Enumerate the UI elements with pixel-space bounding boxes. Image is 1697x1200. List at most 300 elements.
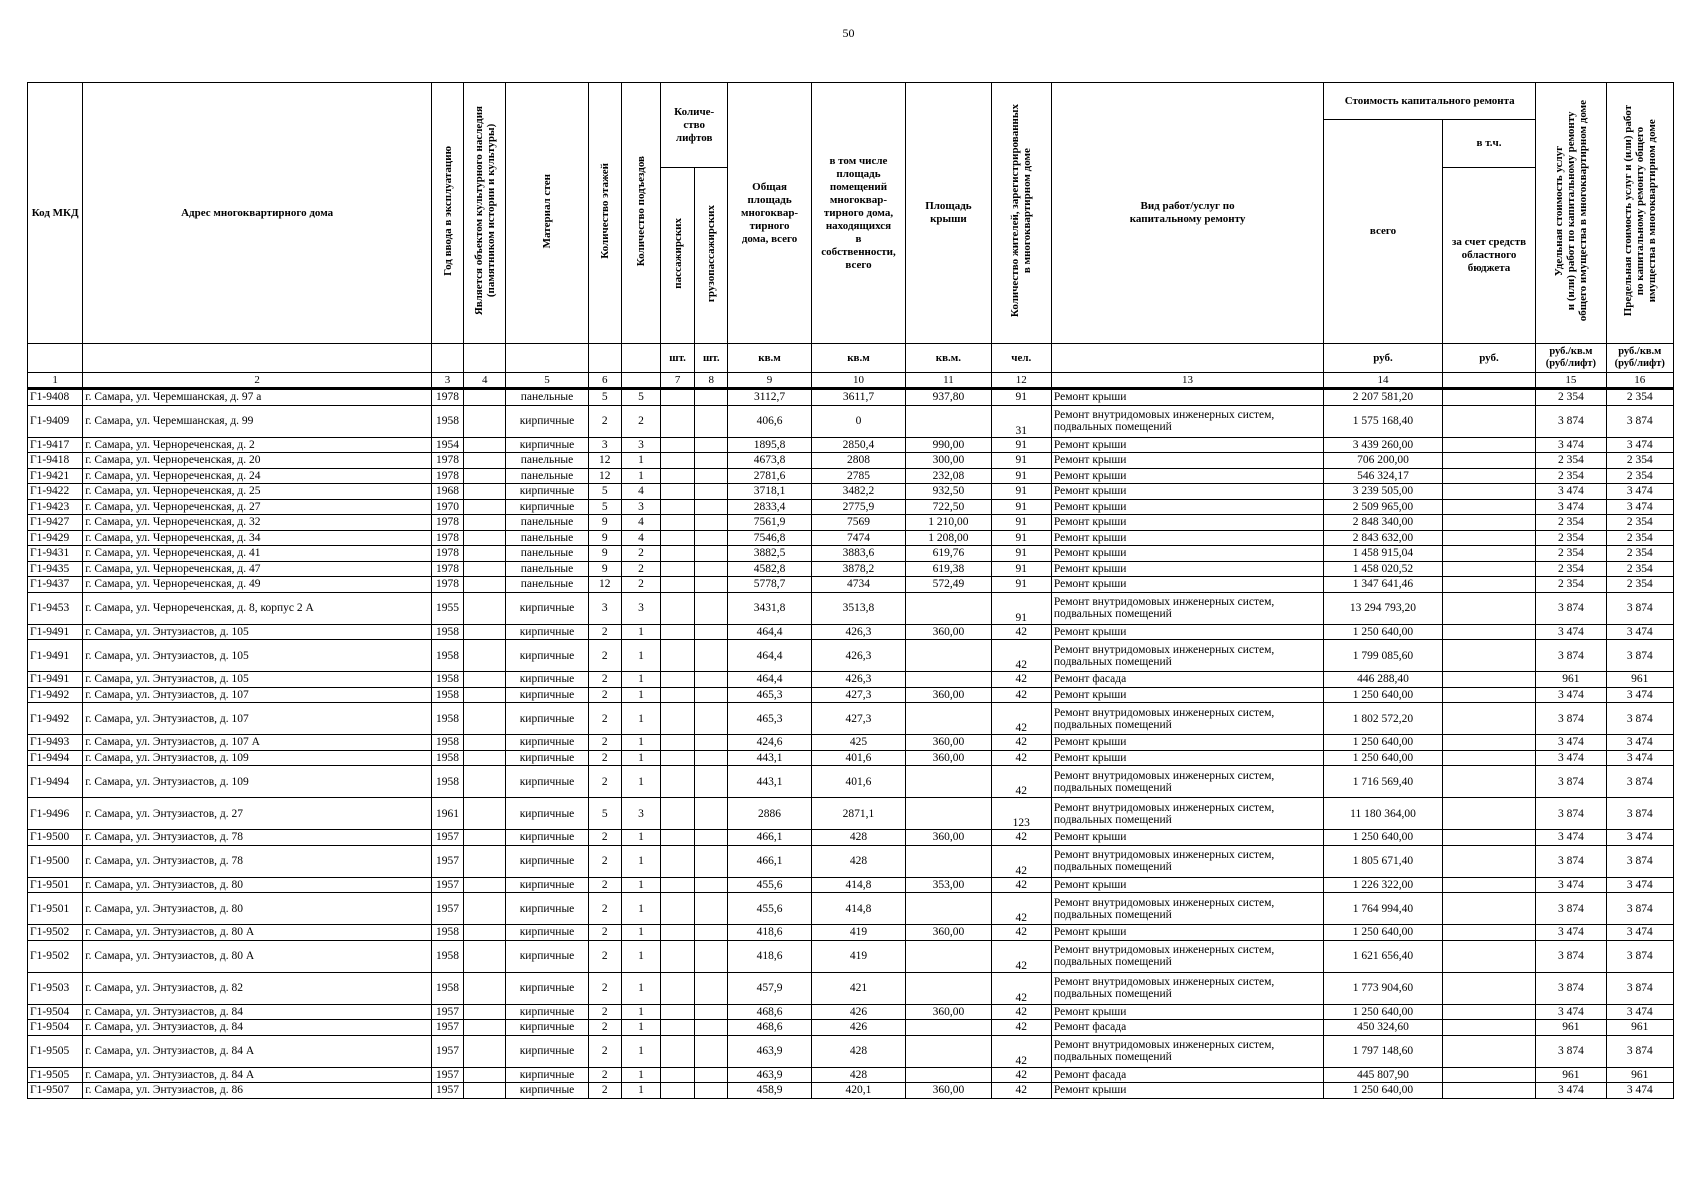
column-number: 14 bbox=[1324, 373, 1443, 389]
cell-unit-cost: 3 474 bbox=[1536, 735, 1606, 751]
cell-floors: 12 bbox=[588, 468, 621, 484]
cell-residents: 42 bbox=[991, 766, 1051, 798]
cell-year: 1957 bbox=[431, 1083, 463, 1099]
table-row bbox=[28, 1020, 1674, 1036]
cell-max-cost: 3 874 bbox=[1606, 703, 1673, 735]
cell-entrances: 1 bbox=[621, 845, 660, 877]
cell-cost-total: 1 226 322,00 bbox=[1324, 877, 1443, 893]
cell-lifts-passenger bbox=[661, 1020, 695, 1036]
cell-unit-cost: 3 874 bbox=[1536, 640, 1606, 672]
cell-work-type: Ремонт крыши bbox=[1051, 515, 1323, 531]
cell-unit-cost: 3 874 bbox=[1536, 798, 1606, 830]
column-number: 16 bbox=[1606, 373, 1673, 389]
cell-cost-total: 1 250 640,00 bbox=[1324, 687, 1443, 703]
cell-max-cost: 3 474 bbox=[1606, 624, 1673, 640]
cell-address: г. Самара, ул. Чернореченская, д. 27 bbox=[83, 499, 432, 515]
cell-material: кирпичные bbox=[506, 499, 588, 515]
cell-cost-total: 11 180 364,00 bbox=[1324, 798, 1443, 830]
cell-roof-area: 937,80 bbox=[906, 389, 991, 406]
cell-entrances: 1 bbox=[621, 750, 660, 766]
cell-lifts-passenger bbox=[661, 484, 695, 500]
cell-material: панельные bbox=[506, 389, 588, 406]
table-row bbox=[28, 972, 1674, 1004]
cell-work-type: Ремонт внутридомовых инженерных систем, подвальных помещений bbox=[1051, 405, 1323, 437]
cell-lifts-passenger bbox=[661, 405, 695, 437]
cell-lifts-cargo bbox=[695, 515, 728, 531]
cell-owned-area: 426,3 bbox=[811, 672, 905, 688]
cell-roof-area: 619,38 bbox=[906, 561, 991, 577]
cell-material: кирпичные bbox=[506, 735, 588, 751]
cell-roof-area: 990,00 bbox=[906, 437, 991, 453]
cell-residents: 91 bbox=[991, 515, 1051, 531]
cell-lifts-cargo bbox=[695, 530, 728, 546]
cell-total-area: 2886 bbox=[728, 798, 811, 830]
cell-owned-area: 4734 bbox=[811, 577, 905, 593]
cell-roof-area bbox=[906, 766, 991, 798]
table-row bbox=[28, 515, 1674, 531]
cell-heritage bbox=[464, 1020, 506, 1036]
cell-residents: 91 bbox=[991, 484, 1051, 500]
table-row bbox=[28, 940, 1674, 972]
header-cost-total: всего bbox=[1324, 120, 1443, 344]
cell-address: г. Самара, ул. Чернореченская, д. 49 bbox=[83, 577, 432, 593]
cell-code: Г1-9491 bbox=[28, 640, 83, 672]
cell-address: г. Самара, ул. Чернореченская, д. 25 bbox=[83, 484, 432, 500]
cell-max-cost: 2 354 bbox=[1606, 453, 1673, 469]
cell-total-area: 3112,7 bbox=[728, 389, 811, 406]
cell-year: 1978 bbox=[431, 468, 463, 484]
cell-owned-area: 2808 bbox=[811, 453, 905, 469]
cell-material: кирпичные bbox=[506, 877, 588, 893]
cell-cost-regional bbox=[1442, 530, 1535, 546]
cell-cost-regional bbox=[1442, 405, 1535, 437]
cell-work-type: Ремонт крыши bbox=[1051, 1004, 1323, 1020]
cell-work-type: Ремонт крыши bbox=[1051, 561, 1323, 577]
cell-material: кирпичные bbox=[506, 624, 588, 640]
cell-entrances: 1 bbox=[621, 877, 660, 893]
cell-work-type: Ремонт крыши bbox=[1051, 546, 1323, 562]
cell-entrances: 1 bbox=[621, 1020, 660, 1036]
cell-cost-total: 1 799 085,60 bbox=[1324, 640, 1443, 672]
cell-unit-cost: 3 474 bbox=[1536, 750, 1606, 766]
cell-cost-regional bbox=[1442, 577, 1535, 593]
column-number: 10 bbox=[811, 373, 905, 389]
cell-cost-total: 2 509 965,00 bbox=[1324, 499, 1443, 515]
cell-cost-total: 446 288,40 bbox=[1324, 672, 1443, 688]
cell-lifts-cargo bbox=[695, 925, 728, 941]
cell-heritage bbox=[464, 515, 506, 531]
cell-total-area: 424,6 bbox=[728, 735, 811, 751]
cell-floors: 2 bbox=[588, 703, 621, 735]
cell-entrances: 4 bbox=[621, 530, 660, 546]
cell-material: панельные bbox=[506, 530, 588, 546]
cell-total-area: 1895,8 bbox=[728, 437, 811, 453]
cell-lifts-cargo bbox=[695, 453, 728, 469]
cell-floors: 2 bbox=[588, 1004, 621, 1020]
cell-total-area: 458,9 bbox=[728, 1083, 811, 1099]
cell-cost-regional bbox=[1442, 1020, 1535, 1036]
table-row bbox=[28, 453, 1674, 469]
cell-roof-area: 360,00 bbox=[906, 830, 991, 846]
cell-unit-cost: 3 474 bbox=[1536, 687, 1606, 703]
cell-cost-regional bbox=[1442, 484, 1535, 500]
cell-total-area: 465,3 bbox=[728, 687, 811, 703]
cell-lifts-passenger bbox=[661, 530, 695, 546]
cell-work-type: Ремонт крыши bbox=[1051, 530, 1323, 546]
column-number: 2 bbox=[83, 373, 432, 389]
cell-owned-area: 3883,6 bbox=[811, 546, 905, 562]
cell-work-type: Ремонт внутридомовых инженерных систем, подвальных помещений bbox=[1051, 798, 1323, 830]
cell-roof-area bbox=[906, 972, 991, 1004]
cell-work-type: Ремонт крыши bbox=[1051, 830, 1323, 846]
cell-cost-total: 13 294 793,20 bbox=[1324, 592, 1443, 624]
cell-lifts-cargo bbox=[695, 1083, 728, 1099]
cell-year: 1957 bbox=[431, 830, 463, 846]
cell-entrances: 3 bbox=[621, 798, 660, 830]
cell-floors: 2 bbox=[588, 830, 621, 846]
cell-heritage bbox=[464, 845, 506, 877]
cell-code: Г1-9491 bbox=[28, 624, 83, 640]
cell-heritage bbox=[464, 453, 506, 469]
cell-total-area: 418,6 bbox=[728, 925, 811, 941]
cell-lifts-passenger bbox=[661, 1083, 695, 1099]
header-cost: Стоимость капитального ремонта bbox=[1324, 83, 1536, 120]
cell-lifts-cargo bbox=[695, 405, 728, 437]
cell-lifts-passenger bbox=[661, 830, 695, 846]
cell-address: г. Самара, ул. Чернореченская, д. 47 bbox=[83, 561, 432, 577]
cell-owned-area: 401,6 bbox=[811, 750, 905, 766]
cell-code: Г1-9431 bbox=[28, 546, 83, 562]
unit-rate: руб./кв.м (руб/лифт) bbox=[1536, 344, 1606, 373]
cell-owned-area: 2850,4 bbox=[811, 437, 905, 453]
cell-residents: 42 bbox=[991, 972, 1051, 1004]
cell-cost-regional bbox=[1442, 766, 1535, 798]
header-year: Год ввода в эксплуатацию bbox=[431, 83, 463, 344]
cell-unit-cost: 3 474 bbox=[1536, 925, 1606, 941]
cell-total-area: 468,6 bbox=[728, 1004, 811, 1020]
cell-total-area: 2781,6 bbox=[728, 468, 811, 484]
cell-address: г. Самара, ул. Энтузиастов, д. 84 bbox=[83, 1004, 432, 1020]
cell-floors: 2 bbox=[588, 940, 621, 972]
cell-year: 1958 bbox=[431, 766, 463, 798]
cell-unit-cost: 2 354 bbox=[1536, 389, 1606, 406]
cell-cost-total: 1 716 569,40 bbox=[1324, 766, 1443, 798]
cell-cost-regional bbox=[1442, 453, 1535, 469]
cell-floors: 5 bbox=[588, 798, 621, 830]
cell-residents: 91 bbox=[991, 546, 1051, 562]
cell-year: 1978 bbox=[431, 389, 463, 406]
cell-owned-area: 3878,2 bbox=[811, 561, 905, 577]
cell-max-cost: 3 474 bbox=[1606, 877, 1673, 893]
cell-max-cost: 3 474 bbox=[1606, 735, 1673, 751]
table-row bbox=[28, 437, 1674, 453]
cell-material: кирпичные bbox=[506, 672, 588, 688]
cell-address: г. Самара, ул. Энтузиастов, д. 27 bbox=[83, 798, 432, 830]
cell-cost-total: 445 807,90 bbox=[1324, 1067, 1443, 1083]
cell-lifts-cargo bbox=[695, 972, 728, 1004]
cell-floors: 2 bbox=[588, 1020, 621, 1036]
cell-residents: 42 bbox=[991, 845, 1051, 877]
cell-total-area: 455,6 bbox=[728, 893, 811, 925]
cell-work-type: Ремонт крыши bbox=[1051, 468, 1323, 484]
cell-residents: 31 bbox=[991, 405, 1051, 437]
cell-floors: 2 bbox=[588, 750, 621, 766]
cell-owned-area: 426 bbox=[811, 1004, 905, 1020]
cell-max-cost: 3 474 bbox=[1606, 437, 1673, 453]
cell-residents: 91 bbox=[991, 499, 1051, 515]
cell-material: кирпичные bbox=[506, 798, 588, 830]
cell-lifts-cargo bbox=[695, 845, 728, 877]
cell-max-cost: 3 874 bbox=[1606, 405, 1673, 437]
cell-owned-area: 428 bbox=[811, 830, 905, 846]
cell-unit-cost: 2 354 bbox=[1536, 577, 1606, 593]
cell-lifts-cargo bbox=[695, 672, 728, 688]
cell-cost-regional bbox=[1442, 624, 1535, 640]
cell-floors: 2 bbox=[588, 766, 621, 798]
cell-work-type: Ремонт фасада bbox=[1051, 1020, 1323, 1036]
cell-total-area: 455,6 bbox=[728, 877, 811, 893]
cell-entrances: 1 bbox=[621, 703, 660, 735]
cell-code: Г1-9423 bbox=[28, 499, 83, 515]
cell-cost-total: 450 324,60 bbox=[1324, 1020, 1443, 1036]
cell-address: г. Самара, ул. Энтузиастов, д. 84 А bbox=[83, 1067, 432, 1083]
table-row bbox=[28, 1035, 1674, 1067]
cell-heritage bbox=[464, 484, 506, 500]
cell-work-type: Ремонт крыши bbox=[1051, 484, 1323, 500]
cell-entrances: 1 bbox=[621, 1004, 660, 1020]
unit-sqm: кв.м. bbox=[906, 344, 991, 373]
cell-roof-area: 1 210,00 bbox=[906, 515, 991, 531]
cell-max-cost: 2 354 bbox=[1606, 546, 1673, 562]
table-row bbox=[28, 703, 1674, 735]
cell-floors: 5 bbox=[588, 389, 621, 406]
cell-work-type: Ремонт внутридомовых инженерных систем, подвальных помещений bbox=[1051, 972, 1323, 1004]
cell-year: 1958 bbox=[431, 703, 463, 735]
cell-code: Г1-9491 bbox=[28, 672, 83, 688]
cell-owned-area: 419 bbox=[811, 940, 905, 972]
cell-residents: 42 bbox=[991, 1083, 1051, 1099]
cell-owned-area: 0 bbox=[811, 405, 905, 437]
cell-owned-area: 2785 bbox=[811, 468, 905, 484]
cell-residents: 42 bbox=[991, 925, 1051, 941]
cell-roof-area: 722,50 bbox=[906, 499, 991, 515]
cell-floors: 5 bbox=[588, 484, 621, 500]
cell-address: г. Самара, ул. Энтузиастов, д. 80 А bbox=[83, 925, 432, 941]
cell-floors: 2 bbox=[588, 640, 621, 672]
cell-residents: 42 bbox=[991, 624, 1051, 640]
cell-material: кирпичные bbox=[506, 893, 588, 925]
column-number: 8 bbox=[695, 373, 728, 389]
cell-max-cost: 2 354 bbox=[1606, 468, 1673, 484]
cell-owned-area: 7569 bbox=[811, 515, 905, 531]
cell-lifts-cargo bbox=[695, 893, 728, 925]
cell-year: 1978 bbox=[431, 453, 463, 469]
cell-unit-cost: 2 354 bbox=[1536, 561, 1606, 577]
cell-total-area: 457,9 bbox=[728, 972, 811, 1004]
cell-work-type: Ремонт фасада bbox=[1051, 1067, 1323, 1083]
table-header bbox=[28, 83, 1674, 389]
cell-address: г. Самара, ул. Энтузиастов, д. 82 bbox=[83, 972, 432, 1004]
cell-code: Г1-9496 bbox=[28, 798, 83, 830]
cell-year: 1957 bbox=[431, 877, 463, 893]
cell-work-type: Ремонт внутридомовых инженерных систем, подвальных помещений bbox=[1051, 703, 1323, 735]
cell-max-cost: 3 474 bbox=[1606, 484, 1673, 500]
column-number bbox=[621, 373, 660, 389]
cell-cost-total: 2 843 632,00 bbox=[1324, 530, 1443, 546]
cell-cost-regional bbox=[1442, 672, 1535, 688]
cell-unit-cost: 961 bbox=[1536, 1067, 1606, 1083]
cell-cost-regional bbox=[1442, 703, 1535, 735]
cell-code: Г1-9427 bbox=[28, 515, 83, 531]
cell-total-area: 463,9 bbox=[728, 1035, 811, 1067]
cell-code: Г1-9504 bbox=[28, 1020, 83, 1036]
cell-cost-total: 1 347 641,46 bbox=[1324, 577, 1443, 593]
cell-total-area: 464,4 bbox=[728, 624, 811, 640]
cell-floors: 9 bbox=[588, 530, 621, 546]
cell-roof-area: 232,08 bbox=[906, 468, 991, 484]
cell-lifts-cargo bbox=[695, 499, 728, 515]
cell-cost-regional bbox=[1442, 468, 1535, 484]
cell-code: Г1-9503 bbox=[28, 972, 83, 1004]
cell-work-type: Ремонт внутридомовых инженерных систем, подвальных помещений bbox=[1051, 766, 1323, 798]
cell-roof-area: 360,00 bbox=[906, 925, 991, 941]
cell-material: кирпичные bbox=[506, 750, 588, 766]
cell-total-area: 4673,8 bbox=[728, 453, 811, 469]
column-number: 1 bbox=[28, 373, 83, 389]
cell-year: 1970 bbox=[431, 499, 463, 515]
cell-entrances: 1 bbox=[621, 940, 660, 972]
cell-lifts-cargo bbox=[695, 561, 728, 577]
cell-floors: 2 bbox=[588, 735, 621, 751]
cell-lifts-passenger bbox=[661, 499, 695, 515]
cell-heritage bbox=[464, 972, 506, 1004]
cell-entrances: 1 bbox=[621, 972, 660, 1004]
cell-unit-cost: 3 874 bbox=[1536, 972, 1606, 1004]
cell-work-type: Ремонт фасада bbox=[1051, 672, 1323, 688]
cell-total-area: 464,4 bbox=[728, 672, 811, 688]
cell-cost-regional bbox=[1442, 1067, 1535, 1083]
cell-heritage bbox=[464, 687, 506, 703]
header-owned-area: в том числе площадь помещений многоквар- тирного дома, находящихся в собственности, всего bbox=[811, 83, 905, 344]
cell-lifts-passenger bbox=[661, 468, 695, 484]
unit-rate: руб./кв.м (руб/лифт) bbox=[1606, 344, 1673, 373]
cell-lifts-passenger bbox=[661, 750, 695, 766]
table-row bbox=[28, 530, 1674, 546]
cell-code: Г1-9501 bbox=[28, 877, 83, 893]
cell-total-area: 466,1 bbox=[728, 845, 811, 877]
cell-address: г. Самара, ул. Энтузиастов, д. 80 bbox=[83, 877, 432, 893]
cell-address: г. Самара, ул. Чернореченская, д. 24 bbox=[83, 468, 432, 484]
cell-address: г. Самара, ул. Энтузиастов, д. 86 bbox=[83, 1083, 432, 1099]
cell-max-cost: 3 874 bbox=[1606, 640, 1673, 672]
table-row bbox=[28, 592, 1674, 624]
cell-cost-total: 1 797 148,60 bbox=[1324, 1035, 1443, 1067]
cell-lifts-passenger bbox=[661, 798, 695, 830]
cell-owned-area: 426,3 bbox=[811, 640, 905, 672]
cell-total-area: 7546,8 bbox=[728, 530, 811, 546]
cell-entrances: 1 bbox=[621, 893, 660, 925]
table-row bbox=[28, 672, 1674, 688]
cell-total-area: 4582,8 bbox=[728, 561, 811, 577]
cell-code: Г1-9422 bbox=[28, 484, 83, 500]
cell-year: 1958 bbox=[431, 405, 463, 437]
cell-floors: 9 bbox=[588, 546, 621, 562]
cell-code: Г1-9492 bbox=[28, 703, 83, 735]
cell-cost-regional bbox=[1442, 845, 1535, 877]
cell-cost-regional bbox=[1442, 925, 1535, 941]
cell-residents: 91 bbox=[991, 577, 1051, 593]
cell-lifts-cargo bbox=[695, 1035, 728, 1067]
header-code: Код МКД bbox=[28, 83, 83, 344]
cell-roof-area bbox=[906, 1035, 991, 1067]
cell-owned-area: 427,3 bbox=[811, 703, 905, 735]
cell-lifts-passenger bbox=[661, 672, 695, 688]
cell-owned-area: 428 bbox=[811, 1035, 905, 1067]
cell-residents: 42 bbox=[991, 672, 1051, 688]
cell-cost-regional bbox=[1442, 735, 1535, 751]
cell-heritage bbox=[464, 1035, 506, 1067]
unit-pcs: шт. bbox=[661, 344, 695, 373]
cell-unit-cost: 3 874 bbox=[1536, 940, 1606, 972]
header-lifts: Количе- ство лифтов bbox=[661, 83, 728, 168]
column-number bbox=[1442, 373, 1535, 389]
table-body bbox=[28, 389, 1674, 1099]
cell-owned-area: 7474 bbox=[811, 530, 905, 546]
cell-work-type: Ремонт крыши bbox=[1051, 877, 1323, 893]
cell-year: 1958 bbox=[431, 925, 463, 941]
cell-year: 1955 bbox=[431, 592, 463, 624]
cell-year: 1978 bbox=[431, 530, 463, 546]
cell-material: панельные bbox=[506, 468, 588, 484]
cell-address: г. Самара, ул. Энтузиастов, д. 80 bbox=[83, 893, 432, 925]
cell-lifts-passenger bbox=[661, 687, 695, 703]
cell-material: кирпичные bbox=[506, 703, 588, 735]
cell-residents: 91 bbox=[991, 530, 1051, 546]
cell-heritage bbox=[464, 561, 506, 577]
cell-lifts-cargo bbox=[695, 437, 728, 453]
cell-entrances: 1 bbox=[621, 1083, 660, 1099]
cell-heritage bbox=[464, 940, 506, 972]
cell-floors: 3 bbox=[588, 592, 621, 624]
cell-work-type: Ремонт внутридомовых инженерных систем, подвальных помещений bbox=[1051, 592, 1323, 624]
cell-total-area: 5778,7 bbox=[728, 577, 811, 593]
cell-total-area: 468,6 bbox=[728, 1020, 811, 1036]
cell-lifts-cargo bbox=[695, 750, 728, 766]
cell-entrances: 2 bbox=[621, 546, 660, 562]
cell-owned-area: 2775,9 bbox=[811, 499, 905, 515]
cell-cost-total: 706 200,00 bbox=[1324, 453, 1443, 469]
cell-heritage bbox=[464, 437, 506, 453]
cell-residents: 91 bbox=[991, 468, 1051, 484]
cell-lifts-cargo bbox=[695, 766, 728, 798]
cell-entrances: 1 bbox=[621, 672, 660, 688]
cell-max-cost: 961 bbox=[1606, 1020, 1673, 1036]
cell-heritage bbox=[464, 405, 506, 437]
cell-work-type: Ремонт крыши bbox=[1051, 499, 1323, 515]
cell-year: 1958 bbox=[431, 940, 463, 972]
cell-code: Г1-9492 bbox=[28, 687, 83, 703]
cell-total-area: 7561,9 bbox=[728, 515, 811, 531]
cell-unit-cost: 3 874 bbox=[1536, 592, 1606, 624]
cell-address: г. Самара, ул. Чернореченская, д. 32 bbox=[83, 515, 432, 531]
cell-lifts-cargo bbox=[695, 877, 728, 893]
cell-year: 1957 bbox=[431, 1004, 463, 1020]
cell-cost-regional bbox=[1442, 561, 1535, 577]
cell-max-cost: 3 474 bbox=[1606, 750, 1673, 766]
cell-lifts-cargo bbox=[695, 798, 728, 830]
cell-year: 1958 bbox=[431, 687, 463, 703]
column-number: 5 bbox=[506, 373, 588, 389]
